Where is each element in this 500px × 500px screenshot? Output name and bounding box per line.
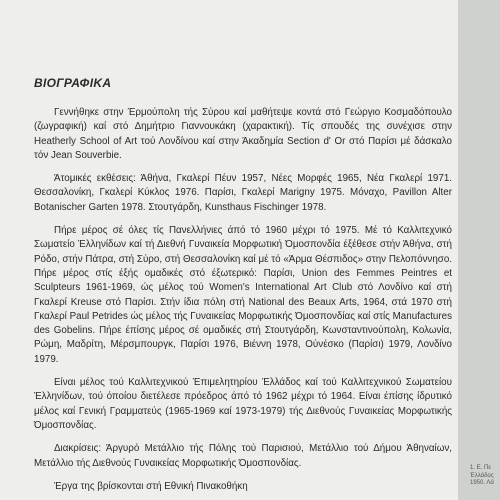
section-title: ΒΙΟΓΡΑΦΙΚΑ	[34, 76, 112, 90]
caption-line: 1. Ε. Πε	[470, 465, 492, 471]
caption-line: 1950. Λά	[470, 480, 494, 486]
caption-line: Έλλάδος	[470, 472, 494, 479]
paragraph-memberships: Είναι μέλος τού Καλλιτεχνικού Έπιμελητηρίου Έλλάδος καί τού Καλλιτεχνικού Σωματείου Έλληνίδων, τού όποίου διετέλεσε πρόεδρος άπό τό 1962 μέχρι τό 1964. Είναι έπίσης ίδρυτικό μέλος καί Γενική Γραμματεύς (1965-1969 καί 1973-1979) τής Διεθνούς Γυναικείας Μορφωτικής Όμοσπονδίας.	[34, 377, 452, 431]
adjacent-page-edge	[458, 0, 500, 500]
figure-caption	[470, 465, 494, 488]
paragraph-collections: Έργα της βρίσκονται στή Εθνική Πινακοθήκη	[54, 480, 248, 492]
paragraph-birth-education: Γεννήθηκε στην Έρμούπολη τής Σύρου καί μαθήτεψε κοντά στό Γεώργιο Κοσμαδόπουλο (ζωγραφική) καί στό Δημήτριο Γιαννουκάκη (χαρακτική). Τίς σπουδές της συνέχισε στην Heatherly School of Art τού Λονδίνου καί στην Άκαδημία Section d' Or στό Παρίσι μέ δάσκαλο τόν Jean Souverbie.	[34, 107, 452, 161]
biography-text	[34, 106, 452, 500]
paragraph-solo-exhibitions: Άτομικές εκθέσεις: Άθήνα, Γκαλερί Πέυν 1957, Νέες Μορφές 1965, Νέα Γκαλερί 1971. Θεσσαλονίκη, Γκαλερί Κύκλος 1976. Παρίσι, Γκαλερί Marigny 1975. Μόναχο, Pavillon Alter Botanischer Garten 1978. Στουτγάρδη, Kunsthaus Fischinger 1978.	[34, 173, 452, 213]
paragraph-awards: Διακρίσεις: Άργυρό Μετάλλιο τής Πόλης τού Παρισιού, Μετάλλιο τού Δήμου Άθηναίων, Μετάλλιο τής Διεθνούς Γυναικείας Μορφωτικής Όμοσπονδίας.	[34, 443, 452, 469]
paragraph-group-exhibitions: Πήρε μέρος σέ όλες τίς Πανελλήνιες άπό τό 1960 μέχρι τό 1975. Μέ τό Καλλιτεχνικό Σωματείο Έλληνίδων καί τή Διεθνή Γυναικεία Μορφωτική Όμοσπονδία έξέθεσε στήν Άθήνα, στή Ρόδο, στήν Πάτρα, στή Σύρο, στή Θεσσαλονίκη καί μέ τό «Άρμα Θέσπιδος» στην Πελοπόννησο. Πήρε μέρος στίς έξής ομαδικές στό έξωτερικό: Παρίσι, Union des Femmes Peintres et Sculpteurs 1961-1969, ώς μέλος τού Women's International Art Club στό Λονδίνο καί στή Γκαλερί Kreuse στό Παρίσι. Στήν ίδια πόλη στή National des Beaux Arts, 1964, στά 1970 στή Γκαλερί Paul Petrides ώς μέλος τής Γυναικείας Μορφωτικής Όμοσπονδίας καί στίς Manufactures des Gobelins. Πήρε έπίσης μέρος σέ ομαδικές στή Στουτγάρδη, Κωνσταντινούπολη, Κολωνία, Ρώμη, Μαδρίτη, Μέρσμπουργκ, Παρίσι 1976, Βιέννη 1978, Ούνέσκο (Παρίσι) 1979, Λονδίνο 1979.	[34, 225, 452, 365]
